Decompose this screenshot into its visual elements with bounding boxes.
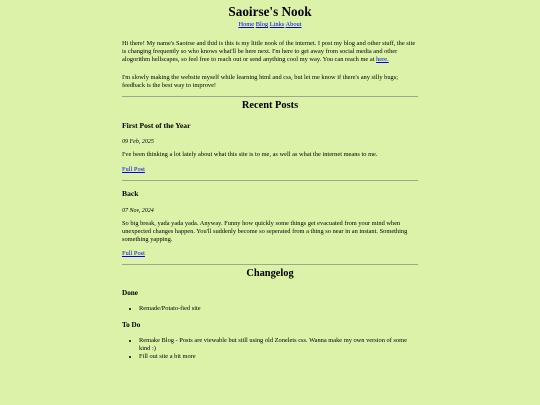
full-post-link[interactable]: Full Post (122, 166, 145, 173)
changelog-heading: Changelog (246, 268, 294, 279)
list-item: • Fill out site a bit more (139, 353, 418, 361)
post-date (122, 138, 418, 146)
post-item (122, 121, 418, 130)
divider (122, 264, 418, 265)
post-excerpt (122, 151, 418, 159)
intro-section (122, 40, 418, 65)
post-link-row (122, 166, 418, 174)
done-list-wrap (122, 305, 418, 313)
list-item: • Remade/Potato-fied site (139, 305, 418, 313)
intro-paragraph-2 (122, 74, 418, 90)
post-date (122, 207, 418, 215)
changelog-todo-heading-row (122, 321, 418, 330)
nav-link-about[interactable]: About (285, 21, 302, 28)
todo-list-wrap (122, 337, 418, 362)
post-excerpt (122, 220, 418, 245)
done-list (122, 305, 418, 313)
post-excerpt-text: I've been thinking a lot lately about what this site is to me, as well as what the internet means to me. (122, 151, 378, 158)
intro-text-2: I'm slowly making the website myself while learning html and css, but let me know if there's any silly bugs; feedback is the best way to improve! (122, 74, 398, 90)
changelog-done-heading-row (122, 289, 418, 298)
recent-posts-heading: Recent Posts (241, 100, 299, 111)
list-item: • Remake Blog - Posts are viewable but still using old Zonelets css. Wanna make my own version of some kind :) (139, 337, 418, 353)
done-heading: Done (122, 289, 138, 297)
intro-paragraph (122, 40, 418, 65)
intro-text: Hi there! My name's Saoirse and thid is this is my little nook of the internet. I post my blog and other stuff, the site is changing frequently so who knows what'll be here next. I'm here to get away from social media and other alogorithm hellscapes, so feel free to reach out or send anything cool my way. You can reach me at (122, 40, 416, 64)
todo-heading: To Do (122, 321, 141, 329)
post-date-text: 09 Feb, 2025 (122, 139, 154, 145)
full-post-link[interactable]: Full Post (122, 250, 145, 257)
nav-link-blog[interactable]: Blog (255, 21, 269, 28)
post-link-row (122, 250, 418, 258)
divider (122, 96, 418, 97)
post-title: Back (122, 189, 139, 198)
nav-link-home[interactable]: Home (238, 21, 255, 28)
contact-link[interactable]: here. (376, 56, 389, 64)
nav-link-links[interactable]: Links (269, 21, 285, 28)
post-title: First Post of the Year (122, 121, 191, 130)
todo-list (122, 337, 418, 362)
post-date-text: 07 Nov, 2024 (122, 208, 154, 214)
post-item (122, 189, 418, 198)
main-nav (122, 21, 418, 29)
site-title: Saoirse's Nook (228, 4, 312, 19)
post-excerpt-text: So big break, yada yada yada. Anyway. Funny how quickly some things get evacuated from your mind when unexpected changes happen. You'll suddenly become so seperated from a thing so near in an instant. Something something yapping. (122, 220, 408, 244)
divider (122, 180, 418, 181)
